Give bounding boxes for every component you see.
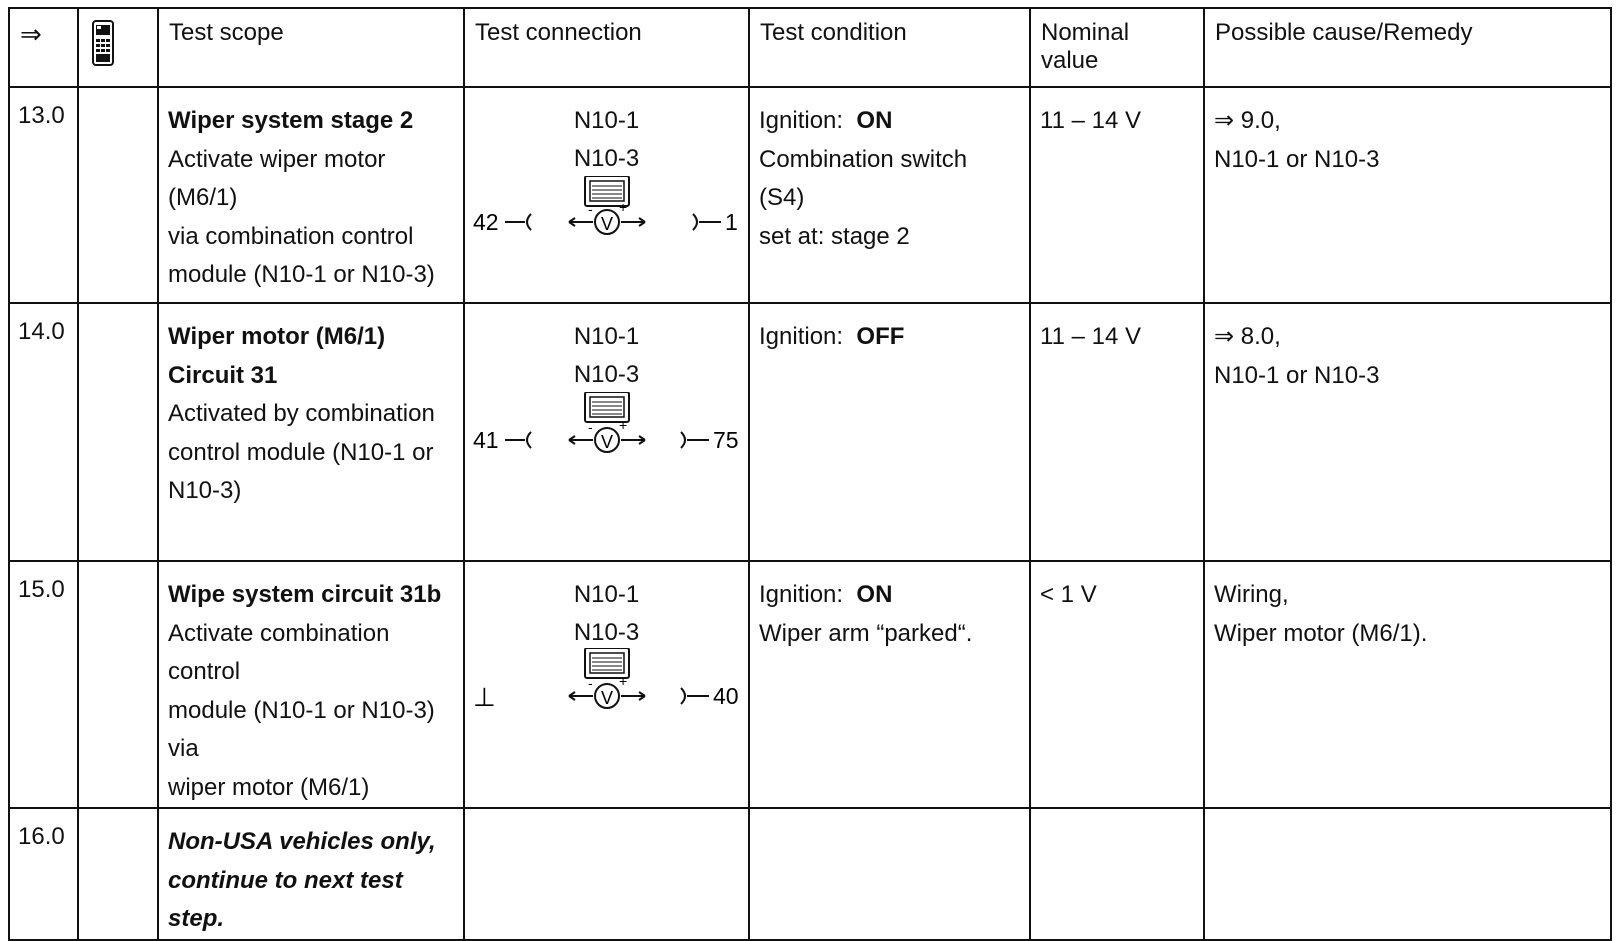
possible-cause-cell: ⇒ 9.0, N10-1 or N10-3 bbox=[1204, 87, 1611, 303]
test-scope-cell bbox=[158, 303, 464, 561]
header-test-connection: Test connection bbox=[464, 8, 749, 87]
nominal-value-cell: 11 – 14 V bbox=[1030, 87, 1204, 303]
header-tester bbox=[78, 8, 158, 87]
header-row bbox=[9, 8, 1611, 87]
probe-right-icon bbox=[681, 432, 709, 448]
pin-right: 1 bbox=[725, 209, 738, 235]
step-number: 15.0 bbox=[9, 561, 78, 808]
module-label: N10-1 bbox=[573, 581, 640, 608]
scope-title: Circuit 31 bbox=[168, 361, 278, 389]
ignition-state: ON bbox=[856, 107, 893, 134]
possible-cause-cell: Wiring, Wiper motor (M6/1). bbox=[1204, 561, 1611, 808]
probe-right-icon bbox=[693, 214, 721, 230]
pin-right: 40 bbox=[713, 683, 739, 709]
test-connection-cell bbox=[464, 87, 749, 303]
connection-diagram bbox=[465, 392, 750, 492]
svg-text:+: + bbox=[619, 673, 628, 689]
possible-cause-cell bbox=[1204, 808, 1611, 940]
module-label: N10-3 bbox=[573, 145, 640, 172]
scope-line: module (N10-1 or N10-3) via bbox=[168, 696, 435, 762]
handheld-tester-icon bbox=[91, 19, 115, 67]
table-row bbox=[9, 303, 1611, 561]
module-label: N10-3 bbox=[573, 361, 640, 388]
nominal-value-cell: < 1 V bbox=[1030, 561, 1204, 808]
scope-line: control module (N10-1 or bbox=[168, 438, 434, 466]
ignition-state: ON bbox=[856, 581, 893, 608]
table-row bbox=[9, 561, 1611, 808]
pin-left: 41 bbox=[473, 427, 499, 453]
step-number: 14.0 bbox=[9, 303, 78, 561]
pin-right: 75 bbox=[713, 427, 739, 453]
scope-line: Activated by combination bbox=[168, 400, 435, 427]
header-nominal-value: Nominal value bbox=[1030, 8, 1204, 87]
scope-line: N10-3) bbox=[168, 477, 242, 504]
tester-cell bbox=[78, 303, 158, 561]
scope-line: module (N10-1 or N10-3) bbox=[168, 261, 435, 288]
ignition-state: OFF bbox=[856, 323, 905, 350]
svg-text:V: V bbox=[601, 688, 614, 708]
test-connection-cell bbox=[464, 561, 749, 808]
scope-title: Wiper system stage 2 bbox=[168, 107, 414, 134]
test-condition-cell bbox=[749, 808, 1030, 940]
scope-title: Wipe system circuit 31b bbox=[168, 581, 442, 608]
test-condition-cell: Ignition: ON Wiper arm “parked“. bbox=[749, 561, 1030, 808]
header-test-scope: Test scope bbox=[158, 8, 464, 87]
module-label: N10-3 bbox=[573, 619, 640, 646]
scope-note: Non-USA vehicles only, bbox=[168, 828, 436, 855]
module-label: N10-1 bbox=[573, 323, 640, 350]
scope-title: Wiper motor (M6/1) bbox=[168, 323, 386, 350]
test-condition-cell: Ignition: OFF bbox=[749, 303, 1030, 561]
svg-text:V: V bbox=[601, 432, 614, 452]
header-arrow: ⇒ bbox=[9, 8, 78, 87]
nominal-value-cell: 11 – 14 V bbox=[1030, 303, 1204, 561]
possible-cause-cell: ⇒ 8.0, N10-1 or N10-3 bbox=[1204, 303, 1611, 561]
test-scope-cell bbox=[158, 87, 464, 303]
scope-line: Activate combination control bbox=[168, 619, 390, 685]
probe-right-icon bbox=[681, 688, 709, 704]
pin-left: 42 bbox=[473, 209, 499, 235]
test-table bbox=[8, 7, 1610, 932]
ground-symbol: ⊥ bbox=[473, 683, 496, 713]
test-connection-cell bbox=[464, 808, 749, 940]
scope-line: via combination control bbox=[168, 222, 414, 250]
test-scope-cell bbox=[158, 808, 464, 940]
step-number: 13.0 bbox=[9, 87, 78, 303]
step-number: 16.0 bbox=[9, 808, 78, 940]
module-label: N10-1 bbox=[573, 107, 640, 134]
table-row bbox=[9, 87, 1611, 303]
scope-line: Activate wiper motor (M6/1) bbox=[168, 145, 386, 211]
header-test-condition: Test condition bbox=[749, 8, 1030, 87]
test-connection-cell bbox=[464, 303, 749, 561]
svg-text:+: + bbox=[619, 417, 628, 433]
tester-cell bbox=[78, 87, 158, 303]
probe-left-icon bbox=[505, 214, 531, 230]
nominal-value-cell bbox=[1030, 808, 1204, 940]
table-row bbox=[9, 808, 1611, 940]
svg-text:V: V bbox=[601, 214, 614, 234]
scope-line: wiper motor (M6/1) bbox=[168, 773, 370, 801]
svg-text:-: - bbox=[588, 675, 593, 691]
test-condition-cell: Ignition: ON Combination switch (S4) set at: stage 2 bbox=[749, 87, 1030, 303]
svg-text:+: + bbox=[619, 199, 628, 215]
probe-left-icon bbox=[505, 432, 531, 448]
header-possible-cause: Possible cause/Remedy bbox=[1204, 8, 1611, 87]
connection-diagram bbox=[465, 176, 750, 276]
connection-diagram bbox=[465, 648, 750, 748]
tester-cell bbox=[78, 808, 158, 940]
scope-note: continue to next test step. bbox=[168, 866, 403, 932]
svg-text:-: - bbox=[588, 419, 593, 435]
test-scope-cell bbox=[158, 561, 464, 808]
svg-text:-: - bbox=[588, 201, 593, 217]
tester-cell bbox=[78, 561, 158, 808]
